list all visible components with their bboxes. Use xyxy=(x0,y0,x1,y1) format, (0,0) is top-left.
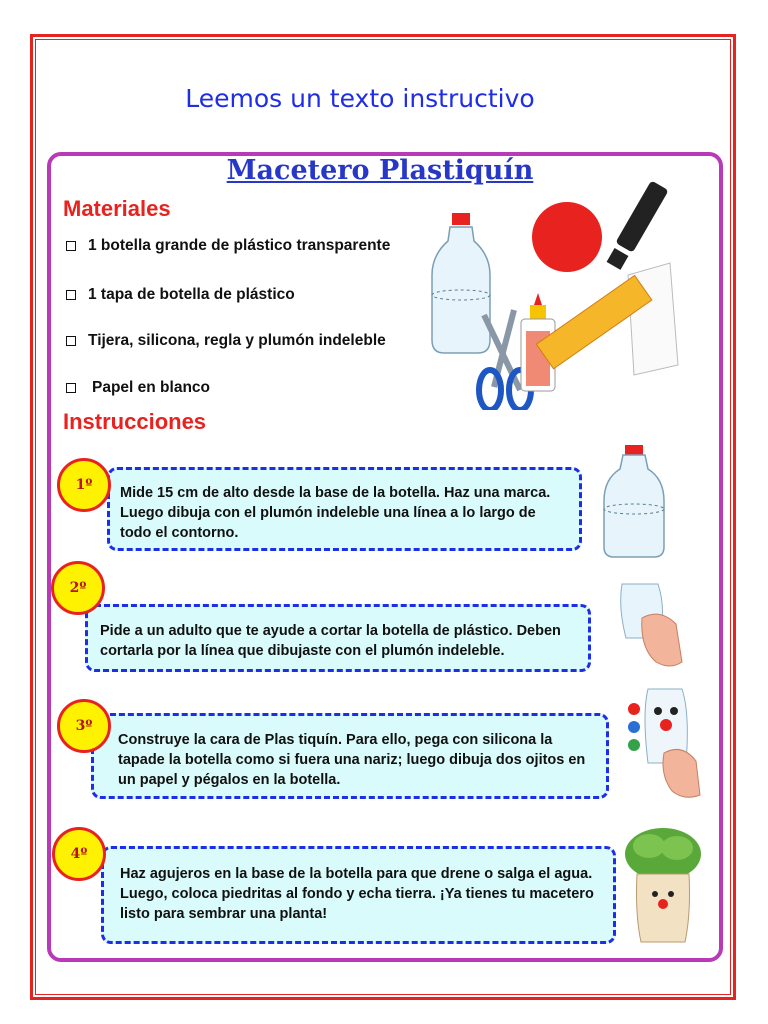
step-badge: 2º xyxy=(51,561,105,615)
checkbox-icon xyxy=(66,336,76,346)
planter-icon xyxy=(621,824,705,948)
step-card xyxy=(85,604,591,672)
checkbox-icon xyxy=(66,290,76,300)
bottle-icon xyxy=(432,213,490,353)
material-item xyxy=(66,286,295,304)
step-card xyxy=(107,467,582,551)
material-item xyxy=(66,332,386,350)
document-title: Macetero Plastiquín xyxy=(226,155,534,186)
step-text: Pide a un adulto que te ayude a cortar la botella de plástico. Deben cortarla por la línea que dibujaste con el plumón indeleble. xyxy=(100,623,561,659)
hands-icon xyxy=(610,578,686,674)
material-label: 1 tapa de botella de plástico xyxy=(88,286,295,303)
material-label: 1 botella grande de plástico transparente xyxy=(88,237,391,254)
material-label: Tijera, silicona, regla y plumón indeleble xyxy=(88,332,386,349)
step-text: Haz agujeros en la base de la botella para que drene o salga el agua. Luego, coloca piedritas al fondo y echa tierra. ¡Ya tienes tu macetero listo para sembrar una planta! xyxy=(120,866,594,922)
materials-heading: Materiales xyxy=(63,196,171,221)
step-badge: 4º xyxy=(52,827,106,881)
material-item xyxy=(66,379,210,397)
page-heading: Leemos un texto instructivo xyxy=(185,84,535,113)
step-card xyxy=(101,846,616,944)
step-text: Mide 15 cm de alto desde la base de la botella. Haz una marca. Luego dibuja con el plumón indeleble una línea a lo largo de todo el contorno. xyxy=(120,485,551,541)
instructions-heading: Instrucciones xyxy=(63,409,207,434)
material-item xyxy=(66,237,390,255)
materials-illustration xyxy=(420,175,680,410)
checkbox-icon xyxy=(66,383,76,393)
step-card xyxy=(91,713,609,799)
step-badge: 3º xyxy=(57,699,111,753)
bottle-cap-icon xyxy=(532,202,602,272)
material-label: Papel en blanco xyxy=(92,379,211,396)
marker-icon xyxy=(605,180,669,271)
step-text: Construye la cara de Plas tiquín. Para ello, pega con silicona la tapade la botella como si fuera una nariz; luego dibuja dos ojitos en un papel y pégalos en la botella. xyxy=(118,732,586,788)
bottle-face-icon xyxy=(624,683,704,801)
bottle-icon xyxy=(598,443,670,561)
checkbox-icon xyxy=(66,241,76,251)
step-badge: 1º xyxy=(57,458,111,512)
